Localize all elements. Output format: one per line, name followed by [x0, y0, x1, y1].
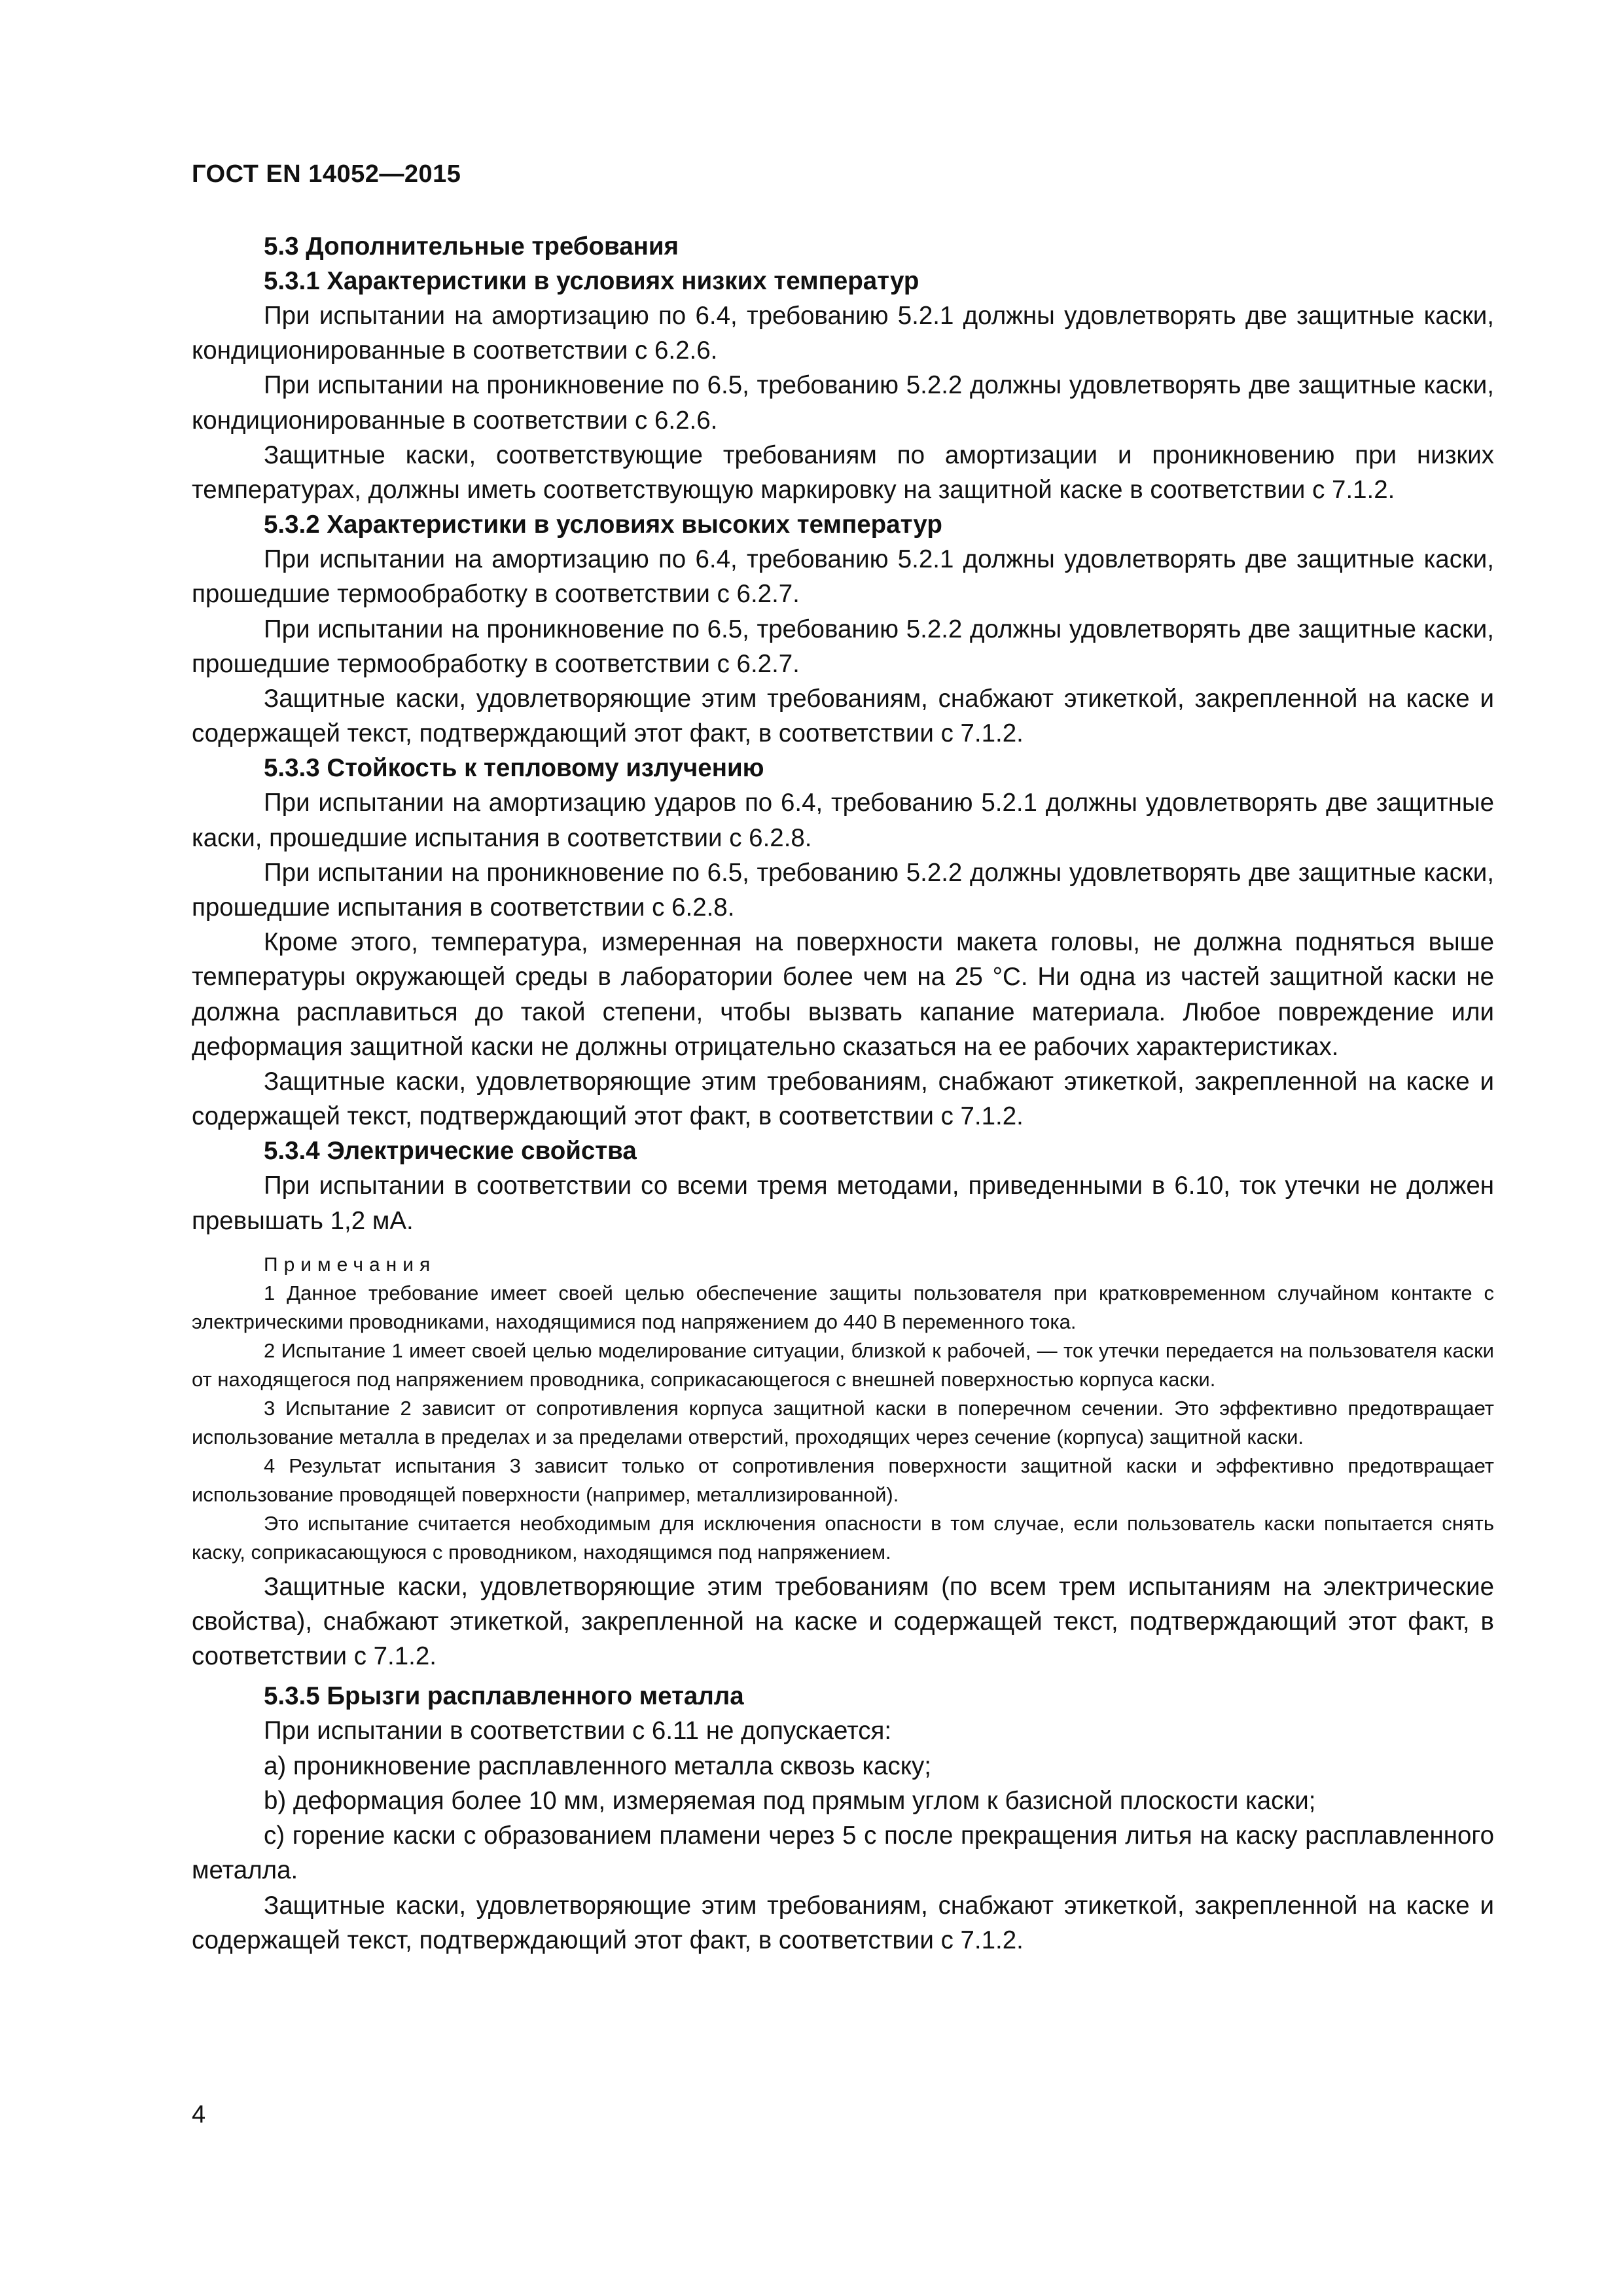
document-id-header: ГОСТ EN 14052—2015 — [192, 160, 461, 188]
paragraph: Защитные каски, удовлетворяющие этим требованиям, снабжают этикеткой, закрепленной на каске и содержащей текст, подтверждающий этот факт, в соответствии с 7.1.2. — [192, 685, 1494, 748]
paragraph: При испытании на проникновение по 6.5, требованию 5.2.2 должны удовлетворять две защитные каски, кондиционированные в соответствии с 6.2.6. — [192, 371, 1494, 435]
list-item: а) проникновение расплавленного металла сквозь каску; — [264, 1751, 932, 1780]
paragraph: При испытании в соответствии со всеми тремя методами, приведенными в 6.10, ток утечки не должен превышать 1,2 мА. — [192, 1172, 1494, 1235]
section-5-3-5-heading: 5.3.5 Брызги расплавленного металла — [264, 1682, 744, 1711]
note-item: 2 Испытание 1 имеет своей целью моделирование ситуации, близкой к рабочей, — ток утечки передается на пользователя каски от находящегося под напряжением проводника, соприкасающегося с внешней поверхностью корпуса каски. — [192, 1338, 1494, 1391]
paragraph: Защитные каски, соответствующие требованиям по амортизации и проникновению при низких температурах, должны иметь соответствующую маркировку на защитной каске в соответствии с 7.1.2. — [192, 440, 1494, 505]
note-item: 3 Испытание 2 зависит от сопротивления корпуса защитной каски в поперечном сечении. Это эффективно предотвращает использование металла в пределах и за пределами отверстий, проходящих через сечение (корпуса) защитной каски. — [192, 1396, 1494, 1448]
paragraph: При испытании на проникновение по 6.5, требованию 5.2.2 должны удовлетворять две защитные каски, прошедшие термообработку в соответствии с 6.2.7. — [192, 615, 1494, 678]
paragraph: Кроме этого, температура, измеренная на поверхности макета головы, не должна подняться выше температуры окружающей среды в лаборатории более чем на 25 °С. Ни одна из частей защитной каски не должна расплавиться до такой степени, чтобы вызвать капание материала. Любое повреждение или деформация защитной каски не должны отрицательно сказаться на ее рабочих характеристиках. — [192, 928, 1494, 1061]
paragraph: При испытании в соответствии с 6.11 не допускается: — [264, 1717, 892, 1746]
document-body — [192, 229, 1494, 1958]
section-5-3-1-heading: 5.3.1 Характеристики в условиях низких температур — [264, 267, 919, 295]
paragraph: При испытании на амортизацию по 6.4, требованию 5.2.1 должны удовлетворять две защитные каски, кондиционированные в соответствии с 6.2.6. — [192, 302, 1494, 365]
notes-heading: Примечания — [264, 1253, 437, 1276]
list-item: с) горение каски с образованием пламени через 5 с после прекращения литья на каску расплавленного металла. — [192, 1821, 1494, 1885]
section-5-3-3-heading: 5.3.3 Стойкость к тепловому излучению — [264, 754, 764, 783]
paragraph: При испытании на амортизацию ударов по 6.4, требованию 5.2.1 должны удовлетворять две защитные каски, прошедшие испытания в соответствии с 6.2.8. — [192, 789, 1494, 852]
section-5-3-4-heading: 5.3.4 Электрические свойства — [264, 1137, 637, 1166]
paragraph: Защитные каски, удовлетворяющие этим требованиям (по всем трем испытаниям на электрические свойства), снабжают этикеткой, закрепленной на каске и содержащей текст, подтверждающий этот факт, в соответствии с 7.1.2. — [192, 1572, 1494, 1671]
list-item: b) деформация более 10 мм, измеряемая под прямым углом к базисной плоскости каски; — [264, 1786, 1316, 1815]
note-item: Это испытание считается необходимым для исключения опасности в том случае, если пользователь каски попытается снять каску, соприкасающуюся с проводником, находящимся под напряжением. — [192, 1511, 1494, 1564]
page-number: 4 — [192, 2101, 206, 2128]
note-item: 1 Данное требование имеет своей целью обеспечение защиты пользователя при кратковременном случайном контакте с электрическими проводниками, находящимися под напряжением до 440 В переменного тока. — [192, 1281, 1494, 1333]
paragraph: Защитные каски, удовлетворяющие этим требованиям, снабжают этикеткой, закрепленной на каске и содержащей текст, подтверждающий этот факт, в соответствии с 7.1.2. — [192, 1067, 1494, 1131]
paragraph: При испытании на амортизацию по 6.4, требованию 5.2.1 должны удовлетворять две защитные каски, прошедшие термообработку в соответствии с 6.2.7. — [192, 545, 1494, 609]
section-5-3-heading: 5.3 Дополнительные требования — [264, 232, 679, 260]
note-item: 4 Результат испытания 3 зависит только от сопротивления поверхности защитной каски и эффективно предотвращает использование проводящей поверхности (например, металлизированной). — [192, 1454, 1494, 1506]
section-5-3-2-heading: 5.3.2 Характеристики в условиях высоких температур — [264, 511, 942, 539]
paragraph: При испытании на проникновение по 6.5, требованию 5.2.2 должны удовлетворять две защитные каски, прошедшие испытания в соответствии с 6.2.8. — [192, 858, 1494, 922]
paragraph: Защитные каски, удовлетворяющие этим требованиям, снабжают этикеткой, закрепленной на каске и содержащей текст, подтверждающий этот факт, в соответствии с 7.1.2. — [192, 1891, 1494, 1954]
